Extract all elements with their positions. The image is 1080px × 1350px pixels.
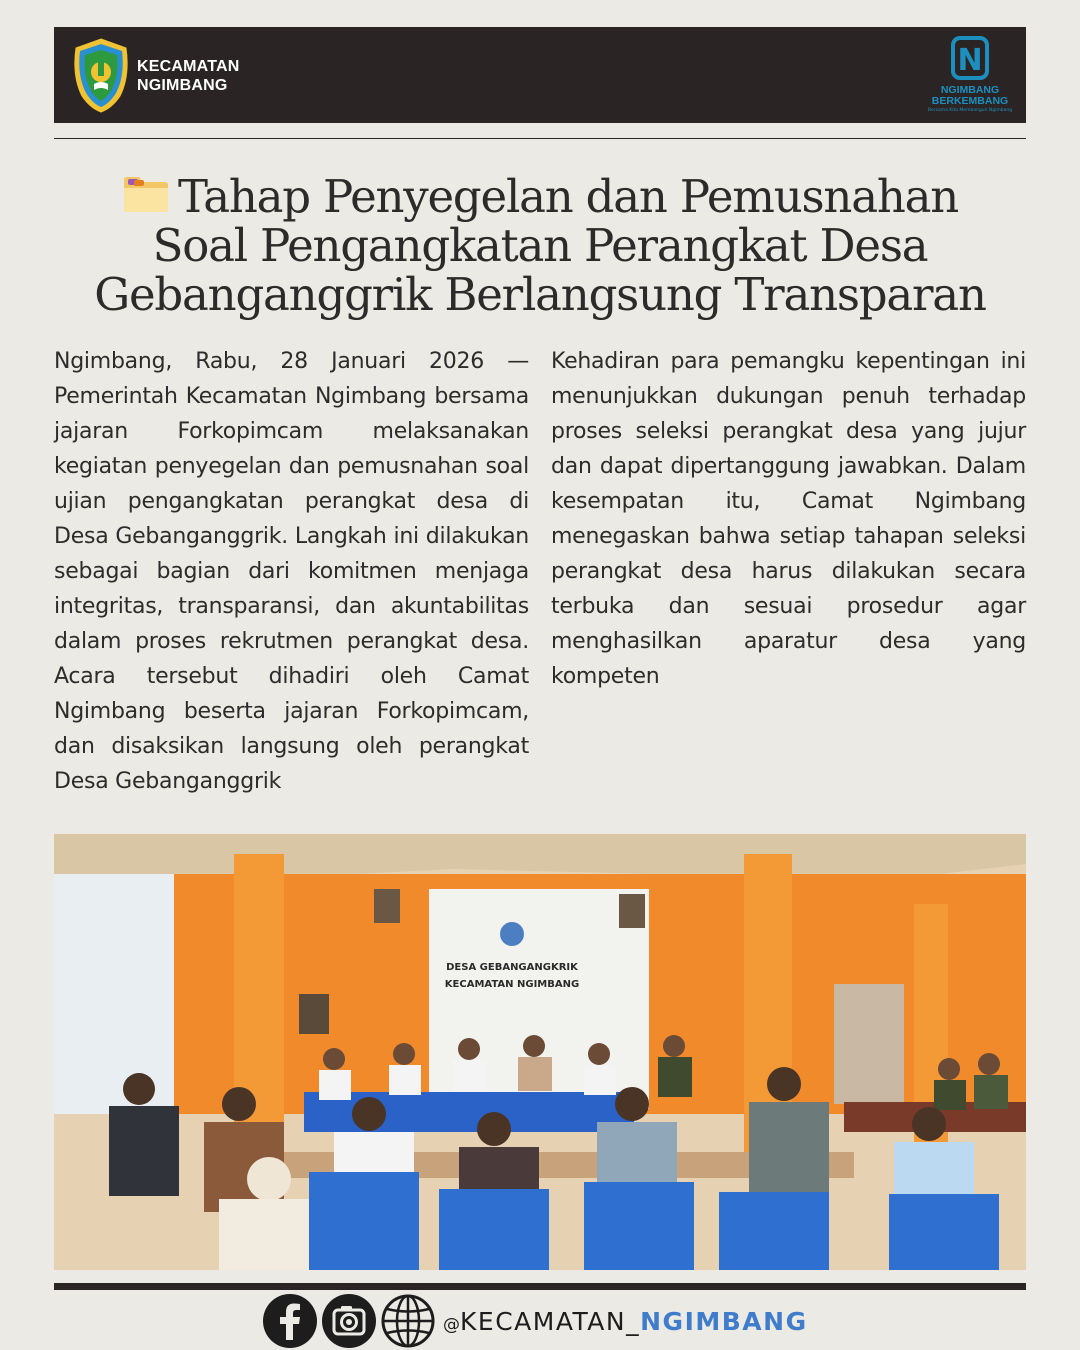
article-paragraph-right: Kehadiran para pemangku kepentingan ini menunjukkan dukungan penuh terhadap proses seleksi perangkat desa yang jujur dan dapat dipertanggung jawabkan. Dalam kesempatan itu, Camat Ngimbang menegaskan bahwa setiap tahapan seleksi perangkat desa harus dilakukan secara terbuka dan sesuai prosedur agar menghasilkan aparatur desa yang kompeten bbox=[551, 349, 1026, 689]
instagram-icon[interactable] bbox=[321, 1293, 377, 1349]
brand-logo bbox=[924, 35, 1016, 117]
social-handle bbox=[443, 1307, 808, 1336]
organization-name bbox=[137, 57, 240, 95]
social-footer bbox=[262, 1293, 808, 1349]
organization-name-line2: NGIMBANG bbox=[137, 77, 228, 94]
divider-top bbox=[54, 138, 1026, 139]
social-handle-part1: KECAMATAN_ bbox=[460, 1306, 641, 1336]
header-bar bbox=[54, 27, 1026, 123]
social-handle-part2: NGIMBANG bbox=[640, 1306, 808, 1336]
event-photo-illustration bbox=[54, 834, 1026, 1270]
photo-sign-line1: DESA GEBANGANGKRIK bbox=[446, 962, 578, 973]
social-handle-at: @ bbox=[443, 1314, 460, 1335]
brand-n-icon bbox=[950, 35, 990, 81]
article-title-line3: Gebanganggrik Berlangsung Transparan bbox=[94, 268, 986, 321]
district-emblem-icon bbox=[70, 36, 132, 114]
photo-sign-line2: KECAMATAN NGIMBANG bbox=[444, 979, 580, 990]
article-title-line1: Tahap Penyegelan dan Pemusnahan bbox=[177, 170, 959, 223]
globe-icon[interactable] bbox=[380, 1293, 436, 1349]
article-paragraph-left: Ngimbang, Rabu, 28 Januari 2026 — Pemerintah Kecamatan Ngimbang bersama jajaran Forkopimcam melaksanakan kegiatan penyegelan dan pemusnahan soal ujian pengangkatan perangkat desa di Desa Gebanganggrik. Langkah ini dilakukan sebagai bagian dari komitmen menjaga integritas, transparansi, dan akuntabilitas dalam proses rekrutmen perangkat desa. Acara tersebut dihadiri oleh Camat Ngimbang beserta jajaran Forkopimcam, dan disaksikan langsung oleh perangkat Desa Gebanganggrik bbox=[54, 349, 529, 794]
article-title-line2: Soal Pengangkatan Perangkat Desa bbox=[152, 219, 928, 272]
brand-letter: N bbox=[957, 43, 983, 78]
facebook-icon[interactable] bbox=[262, 1293, 318, 1349]
brand-tagline: Bersama Kita Membangun Ngimbang bbox=[927, 108, 1013, 113]
brand-name-line2: BERKEMBANG bbox=[931, 95, 1009, 107]
article-title bbox=[54, 172, 1026, 319]
event-photo bbox=[54, 834, 1026, 1270]
organization-name-line1: KECAMATAN bbox=[137, 58, 240, 75]
folder-icon bbox=[122, 174, 170, 214]
divider-bottom bbox=[54, 1283, 1026, 1290]
brand-name-line1: NGIMBANG bbox=[940, 84, 1000, 96]
